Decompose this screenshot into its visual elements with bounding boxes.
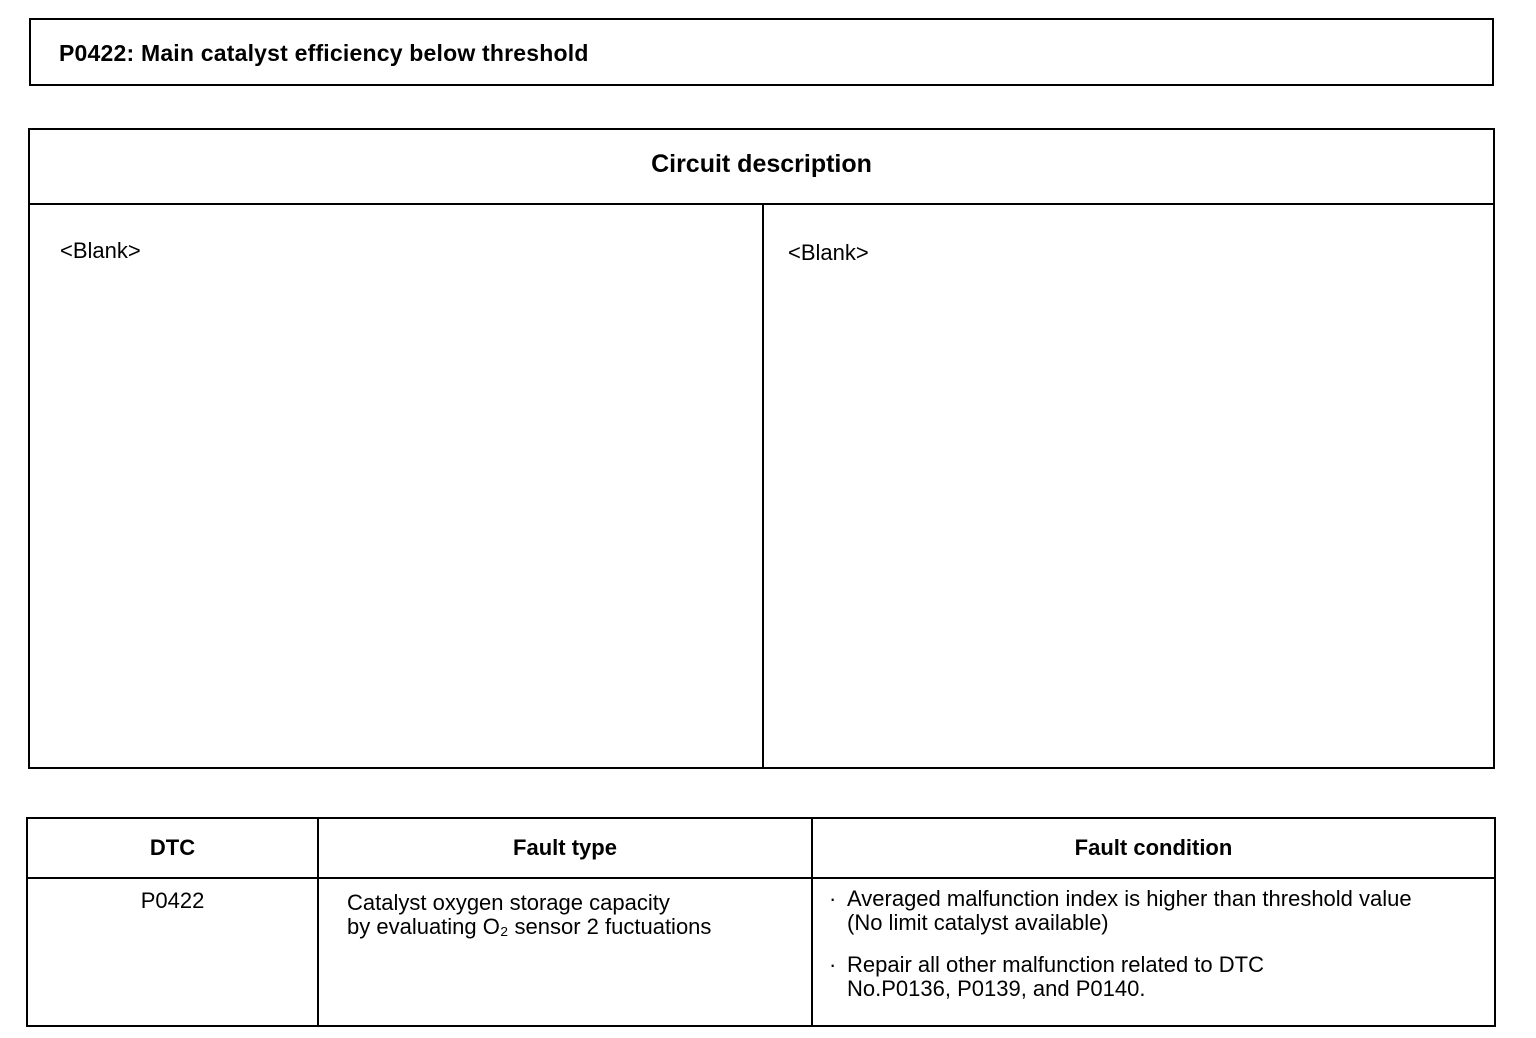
cell-fault-type xyxy=(318,878,812,1026)
header-dtc: DTC xyxy=(27,818,318,878)
condition-item xyxy=(829,953,1494,1001)
header-fault-type: Fault type xyxy=(318,818,812,878)
fault-type-line1: Catalyst oxygen storage capacity xyxy=(347,890,670,915)
title-box xyxy=(29,18,1494,86)
circuit-description-heading: Circuit description xyxy=(651,150,872,178)
bullet-icon: · xyxy=(829,952,837,977)
condition-line2: (No limit catalyst available) xyxy=(847,910,1109,935)
condition-line1: Repair all other malfunction related to DTC xyxy=(847,952,1264,977)
header-fault-condition: Fault condition xyxy=(812,818,1495,878)
fault-type-line2: by evaluating O₂ sensor 2 fuctuations xyxy=(347,914,712,939)
circuit-description-header xyxy=(30,130,1493,205)
cell-dtc: P0422 xyxy=(27,878,318,1026)
circuit-description-panel xyxy=(28,128,1495,769)
circuit-left-placeholder: <Blank> xyxy=(60,238,141,263)
table-row xyxy=(27,878,1495,1026)
condition-item xyxy=(829,887,1494,935)
bullet-icon: · xyxy=(829,886,837,911)
circuit-right-placeholder: <Blank> xyxy=(788,240,869,265)
dtc-table xyxy=(26,817,1496,1027)
condition-line1: Averaged malfunction index is higher than threshold value xyxy=(847,886,1412,911)
condition-line2: No.P0136, P0139, and P0140. xyxy=(847,976,1146,1001)
dtc-table-header-row xyxy=(27,818,1495,878)
cell-fault-condition xyxy=(812,878,1495,1026)
circuit-divider xyxy=(762,205,764,767)
page-title: P0422: Main catalyst efficiency below threshold xyxy=(59,40,589,66)
